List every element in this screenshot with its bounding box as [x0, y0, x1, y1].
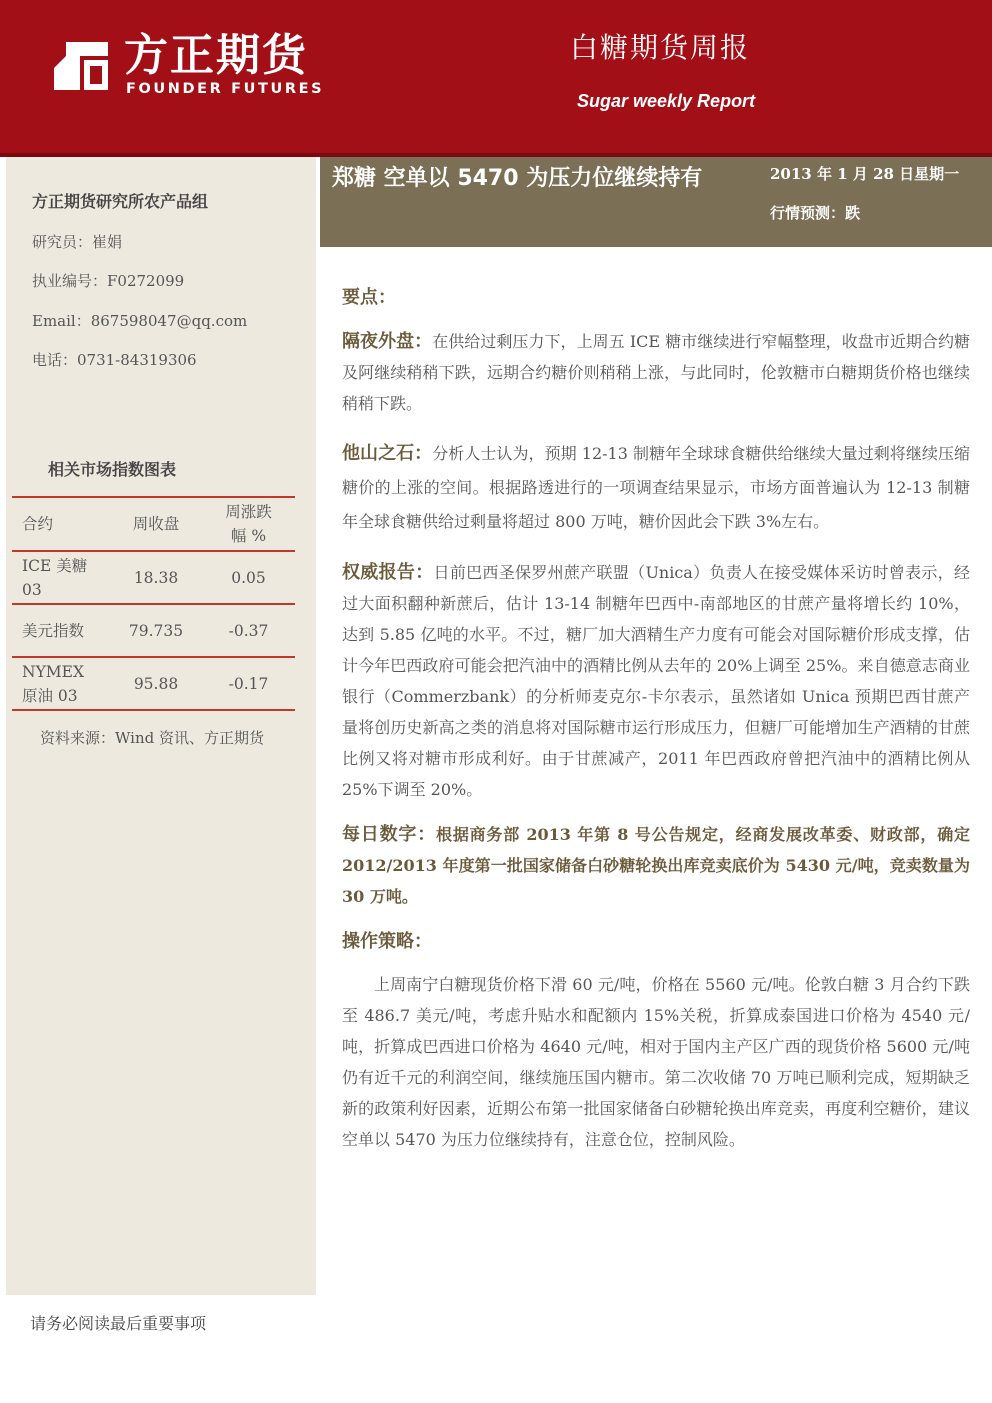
market-index-table [12, 496, 295, 711]
sidebar [6, 157, 316, 1295]
report-subtitle: Sugar weekly Report [577, 91, 756, 111]
related-market-title: 相关市场指数图表 [48, 460, 177, 479]
report-header [0, 0, 992, 153]
table-cell: -0.17 [202, 657, 295, 710]
page-title: 郑糖 空单以 5470 为压力位继续持有 [332, 166, 703, 191]
report-title: 白糖期货周报 [570, 31, 751, 64]
table-header-cell: 周收盘 [110, 497, 202, 551]
table-cell: -0.37 [202, 604, 295, 657]
license-number: 执业编号：F0272099 [32, 272, 185, 290]
strategy-heading: 操作策略： [342, 931, 432, 952]
main-content [342, 282, 970, 1155]
overnight-heading: 隔夜外盘： [342, 331, 433, 352]
analysis-paragraph [342, 437, 970, 539]
data-source: 资料来源：Wind 资讯、方正期货 [40, 729, 264, 747]
phone: 电话：0731-84319306 [32, 351, 197, 369]
key-points-heading: 要点： [342, 287, 396, 308]
email: Email：867598047@qq.com [32, 312, 248, 330]
strategy-body: 上周南宁白糖现货价格下滑 60 元/吨，价格在 5560 元/吨。伦敦白糖 3 月合约下跌至 486.7 美元/吨，考虑升贴水和配额内 15%关税，折算成泰国进口价格为 4540 元/吨，折算成巴西进口价格为 4640 元/吨，相对于国内主产区广西的现货价格 5600 元/吨仍有近千元的利润空间，继续施压国内糖市。第二次收储 70 万吨已顺利完成，短期缺乏新的政策利好因素，近期公布第一批国家储备白砂糖轮换出库竞卖，再度利空糖价，建议空单以 5470 为压力位继续持有，注意仓位，控制风险。 [342, 975, 970, 1149]
report-heading: 权威报告： [342, 562, 434, 583]
table-cell: 18.38 [110, 551, 202, 604]
table-cell: ICE 美糖 03 [12, 551, 110, 604]
overnight-paragraph [342, 326, 970, 419]
report-date: 2013 年 1 月 28 日星期一 [770, 165, 960, 183]
disclaimer-note: 请务必阅读最后重要事项 [30, 1314, 207, 1333]
table-cell: NYMEX 原油 03 [12, 657, 110, 710]
table-cell: 79.735 [110, 604, 202, 657]
table-header-row [12, 497, 295, 551]
analysis-body: 分析人士认为，预期 12-13 制糖年全球球食糖供给继续大量过剩将继续压缩糖价的上涨的空间。根据路透进行的一项调查结果显示，市场方面普遍认为 12-13 制糖年全球食糖供给过剩量将超过 800 万吨，糖价因此会下跌 3%左右。 [342, 444, 970, 531]
table-cell: 0.05 [202, 551, 295, 604]
research-org: 方正期货研究所农产品组 [32, 192, 209, 211]
report-body: 日前巴西圣保罗州蔗产联盟（Unica）负责人在接受媒体采访时曾表示，经过大面积翻种新蔗后，估计 13-14 制糖年巴西中-南部地区的甘蔗产量将增长约 10%，达到 5.85 亿吨的水平。不过，糖厂加大酒精生产力度有可能会对国际糖价形成支撑，估计今年巴西政府可能会把汽油中的酒精比例从去年的 20%上调至 25%。来自德意志商业银行（Commerzbank）的分析师麦克尔-卡尔表示，虽然诸如 Unica 预期巴西甘蔗产量将创历史新高之类的消息将对国际糖市运行形成压力，但糖厂可能增加生产酒精的甘蔗比例又将对糖市形成利好。由于甘蔗减产，2011 年巴西政府曾把汽油中的酒精比例从 25%下调至 20%。 [342, 563, 970, 799]
table-header-cell: 周涨跌幅 % [202, 497, 295, 551]
analysis-heading: 他山之石： [342, 443, 433, 464]
table-header-cell: 合约 [12, 497, 110, 551]
daily-number-body: 根据商务部 2013 年第 8 号公告规定，经商发展改革委、财政部，确定 2012/2013 年度第一批国家储备白砂糖轮换出库竞卖底价为 5430 元/吨，竞卖数量为 30 万吨。 [342, 825, 971, 906]
market-forecast: 行情预测：跌 [770, 204, 861, 222]
table-cell: 美元指数 [12, 604, 110, 657]
daily-number-heading: 每日数字： [342, 824, 437, 845]
researcher: 研究员：崔娟 [32, 233, 123, 251]
daily-number-paragraph [342, 819, 970, 912]
table-cell: 95.88 [110, 657, 202, 710]
table-row [12, 551, 295, 604]
overnight-body: 在供给过剩压力下，上周五 ICE 糖市继续进行窄幅整理，收盘市近期合约糖及阿继续稍稍下跌，远期合约糖价则稍稍上涨，与此同时，伦敦糖市白糖期货价格也继续稍稍下跌。 [342, 332, 970, 413]
table-row [12, 604, 295, 657]
report-paragraph [342, 557, 970, 805]
title-bar [320, 157, 992, 247]
logo-text-en: FOUNDER FUTURES [126, 81, 325, 97]
founder-logo-icon [52, 36, 112, 96]
logo-text-cn: 方正期货 [124, 30, 308, 81]
table-row [12, 657, 295, 710]
